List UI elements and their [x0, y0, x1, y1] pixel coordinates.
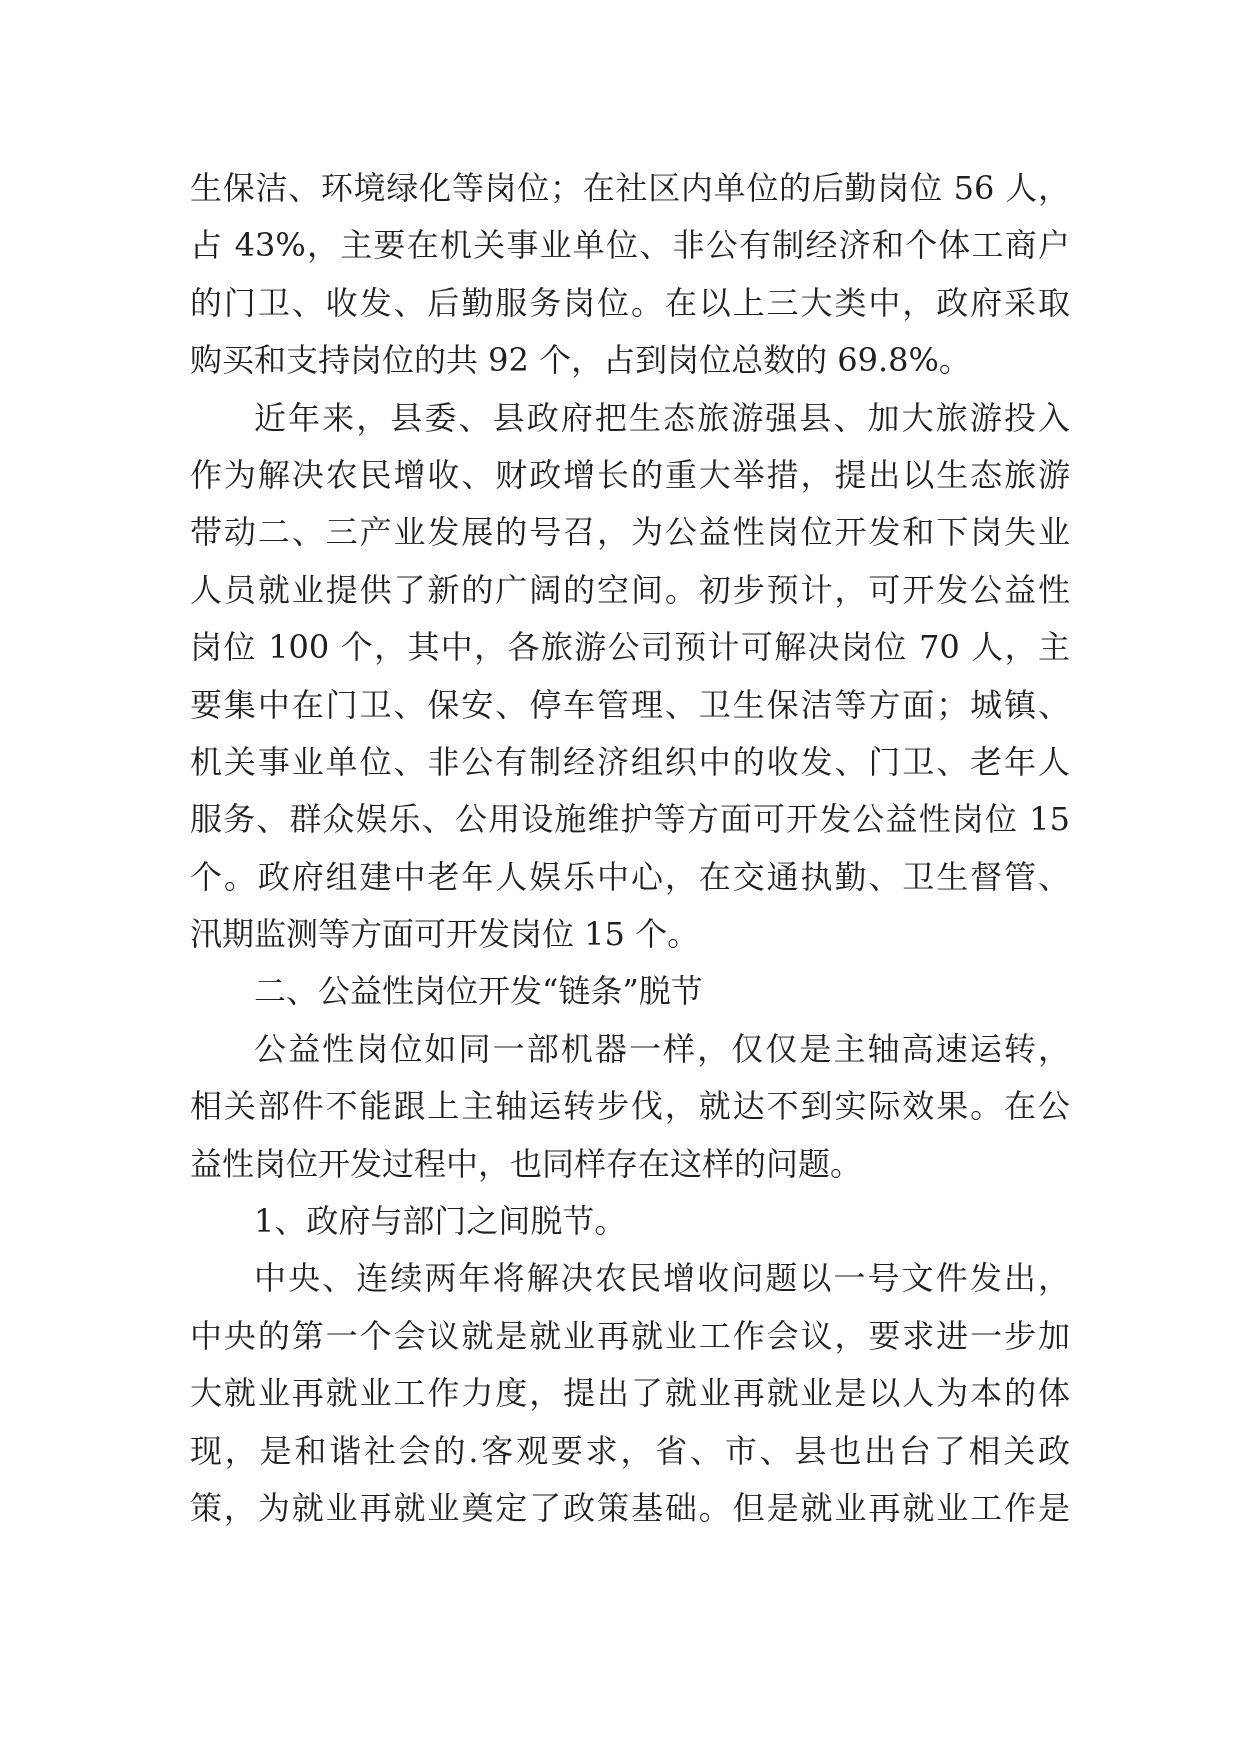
text-line: 大就业再就业工作力度，提出了就业再就业是以人为本的体: [190, 1374, 1070, 1413]
text-line: 人员就业提供了新的广阔的空间。初步预计，可开发公益性: [190, 570, 1070, 609]
text-line: 策，为就业再就业奠定了政策基础。但是就业再就业工作是: [190, 1488, 1070, 1527]
text-line: 要集中在门卫、保安、停车管理、卫生保洁等方面；城镇、: [190, 685, 1070, 724]
text-line: 岗位 100 个，其中，各旅游公司预计可解决岗位 70 人，主: [190, 628, 1070, 667]
text-line: 机关事业单位、非公有制经济组织中的收发、门卫、老年人: [190, 742, 1070, 781]
text-line: 益性岗位开发过程中，也同样存在这样的问题。: [190, 1144, 863, 1183]
text-line: 占 43%，主要在机关事业单位、非公有制经济和个体工商户: [190, 226, 1070, 265]
section-heading: 二、公益性岗位开发“链条”脱节: [254, 972, 703, 1011]
text-line: 相关部件不能跟上主轴运转步伐，就达不到实际效果。在公: [190, 1087, 1070, 1126]
text-line: 带动二、三产业发展的号召，为公益性岗位开发和下岗失业: [190, 513, 1070, 552]
text-line: 个。政府组建中老年人娱乐中心，在交通执勤、卫生督管、: [190, 857, 1070, 896]
text-line: 作为解决农民增收、财政增长的重大举措，提出以生态旅游: [190, 455, 1070, 494]
text-line: 的门卫、收发、后勤服务岗位。在以上三大类中，政府采取: [190, 283, 1070, 322]
paragraph-start-line: 公益性岗位如同一部机器一样，仅仅是主轴高速运转，: [254, 1029, 1070, 1068]
text-line: 购买和支持岗位的共 92 个，占到岗位总数的 69.8%。: [190, 341, 971, 380]
text-line: 中央的第一个会议就是就业再就业工作会议，要求进一步加: [190, 1316, 1070, 1355]
text-line: 现，是和谐社会的.客观要求，省、市、县也出台了相关政: [190, 1431, 1070, 1470]
text-line: 汛期监测等方面可开发岗位 15 个。: [190, 915, 700, 954]
text-line: 服务、群众娱乐、公用设施维护等方面可开发公益性岗位 15: [190, 800, 1070, 839]
paragraph-start-line: 近年来，县委、县政府把生态旅游强县、加大旅游投入: [254, 398, 1070, 437]
text-line: 生保洁、环境绿化等岗位；在社区内单位的后勤岗位 56 人，: [190, 169, 1070, 207]
paragraph-start-line: 中央、连续两年将解决农民增收问题以一号文件发出，: [254, 1259, 1070, 1298]
document-body: [190, 160, 1070, 1537]
subsection-heading: 1、政府与部门之间脱节。: [254, 1202, 627, 1241]
